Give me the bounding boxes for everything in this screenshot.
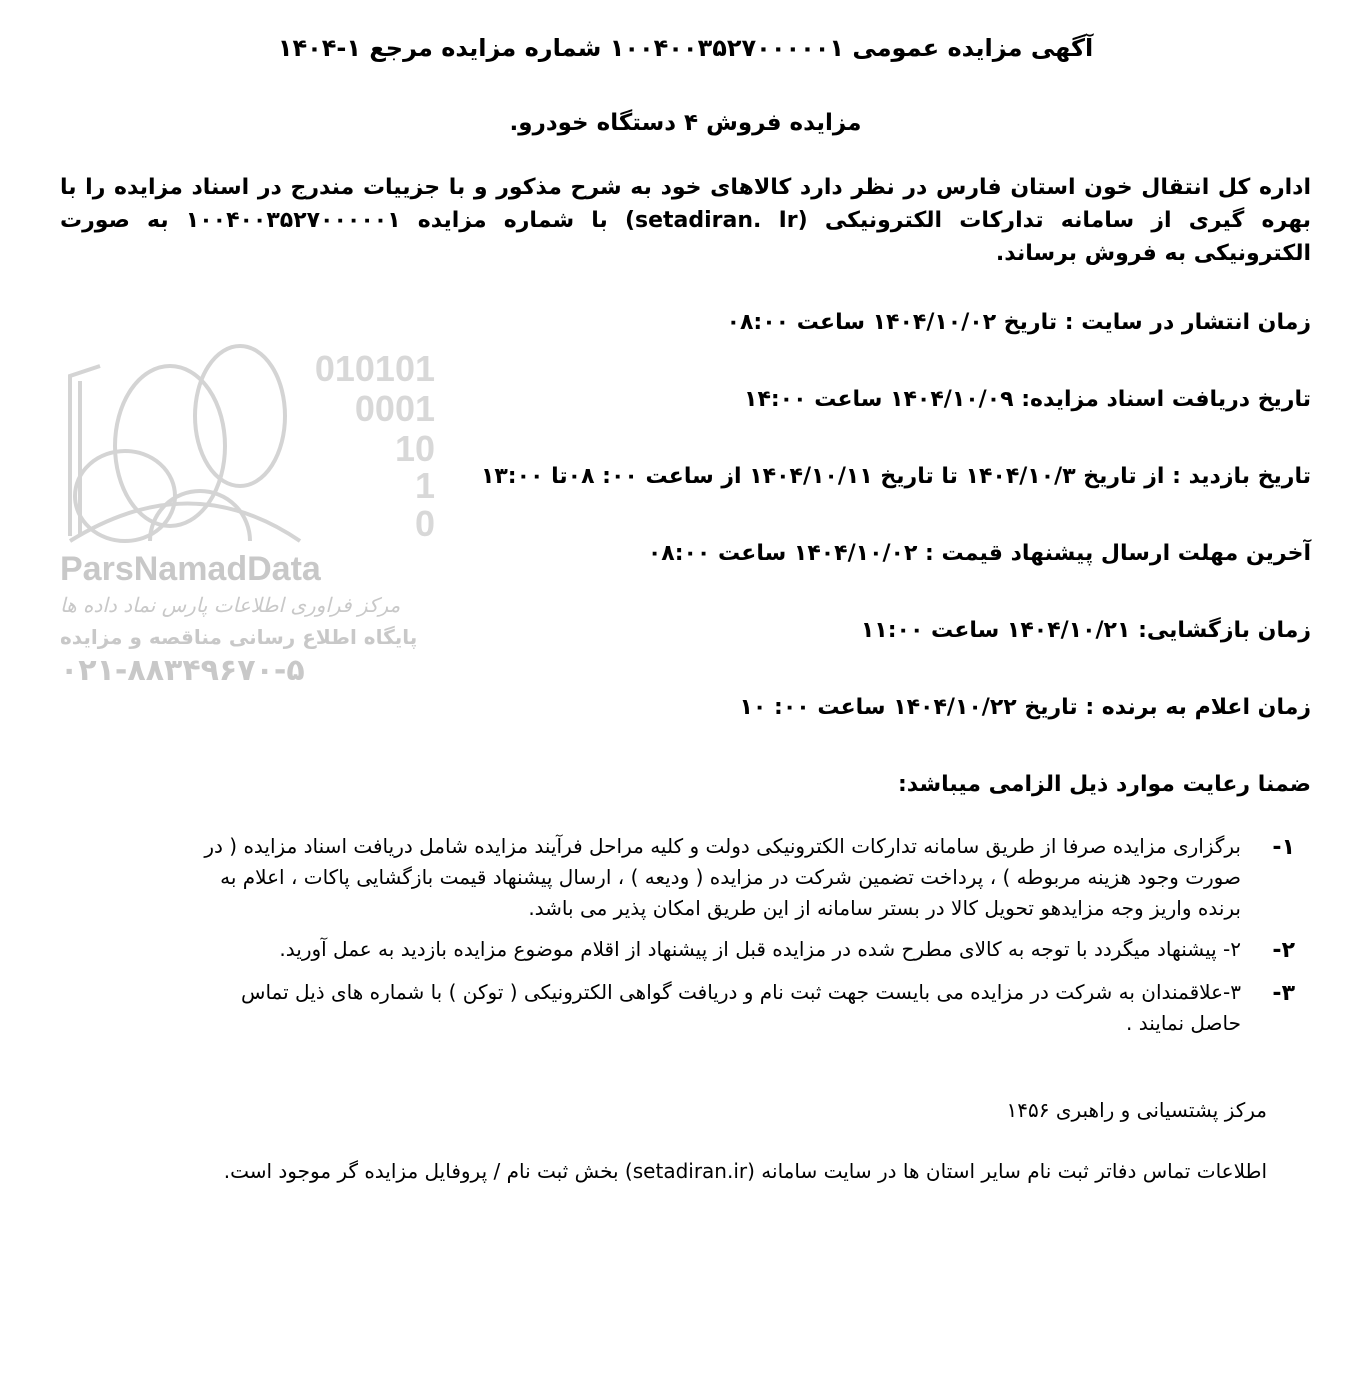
- requirements-heading: ضمنا رعایت موارد ذیل الزامی میباشد:: [897, 771, 1311, 797]
- intro-paragraph: [60, 171, 1311, 270]
- watermark-line1: مرکز فراوری اطلاعات پارس نماد داده ها: [60, 592, 401, 617]
- footer-note: اطلاعات تماس دفاتر ثبت نام سایر استان ها در سایت سامانه (setadiran.ir) بخش ثبت نام / پروفایل مزایده گر موجود است.: [223, 1158, 1267, 1183]
- support-center: مرکز پشتسیانی و راهبری ۱۴۵۶: [1006, 1097, 1267, 1122]
- intro-line: اداره کل انتقال خون استان فارس در نظر دارد کالاهای خود به شرح مذکور و با جزییات مندرج در اسناد مزایده را با بهره: [60, 174, 1311, 233]
- bid-deadline: آخرین مهلت ارسال پیشنهاد قیمت : ۱۴۰۴/۱۰/۰۲ ساعت ۰۸:۰۰: [647, 540, 1311, 566]
- intro-line: گیری از سامانه تدارکات الکترونیکی (setadiran. Ir) با شماره مزایده ۱۰۰۴۰۰۳۵۲۷۰۰۰۰۰۱ به صورت الکترونیکی به فروش برساند.: [60, 207, 1311, 266]
- watermark-digits: 0001: [354, 387, 435, 429]
- list-number: ۱-: [1272, 834, 1295, 860]
- publish-date: زمان انتشار در سایت : تاریخ ۱۴۰۴/۱۰/۰۲ ساعت ۰۸:۰۰: [726, 309, 1311, 335]
- watermark-logo-icon: [60, 336, 440, 546]
- list-item: [60, 831, 1311, 924]
- list-item-line: حاصل نمایند .: [1126, 1010, 1241, 1035]
- schedule-list: [460, 306, 1311, 831]
- watermark-digits: 0: [414, 502, 435, 544]
- list-item: [60, 934, 1311, 967]
- watermark: [60, 306, 440, 688]
- list-item-text: [60, 934, 1241, 967]
- watermark-line2: پایگاه اطلاع رسانی مناقصه و مزایده: [60, 624, 418, 649]
- watermark-digits: 010101: [314, 347, 435, 389]
- document-receipt-date: تاریخ دریافت اسناد مزایده: ۱۴۰۴/۱۰/۰۹ ساعت ۱۴:۰۰: [744, 386, 1311, 412]
- list-item-line: برگزاری مزایده صرفا از طریق سامانه تدارکات الکترونیکی دولت و کلیه مراحل فرآیند مزایده شامل دریافت اسناد مزایده ( در: [204, 833, 1241, 858]
- list-item: [60, 977, 1311, 1039]
- list-item-line: ۳-علاقمندان به شرکت در مزایده می بایست جهت ثبت نام و دریافت گواهی الکترونیکی ( توکن ) با شماره های ذیل تماس: [241, 979, 1241, 1004]
- page-title: آگهی مزایده عمومی ۱۰۰۴۰۰۳۵۲۷۰۰۰۰۰۱ شماره مزایده مرجع ۱-۱۴۰۴: [277, 34, 1094, 62]
- winner-announcement-date: زمان اعلام به برنده : تاریخ ۱۴۰۴/۱۰/۲۲ ساعت ۰۰: ۱۰: [739, 694, 1311, 720]
- watermark-brand: ParsNamadData: [60, 549, 321, 588]
- list-number: ۲-: [1272, 937, 1295, 963]
- list-item-text: [60, 831, 1241, 924]
- page-subtitle: مزایده فروش ۴ دستگاه خودرو.: [509, 110, 862, 136]
- opening-date: زمان بازگشایی: ۱۴۰۴/۱۰/۲۱ ساعت ۱۱:۰۰: [860, 617, 1311, 643]
- schedule-section: [60, 306, 1311, 831]
- list-item-line: برنده واریز وجه مزایدهو تحویل کالا در بستر سامانه از این طریق امکان پذیر می باشد.: [528, 895, 1241, 920]
- watermark-phone: ۰۲۱-۸۸۳۴۹۶۷۰-۵: [60, 652, 305, 688]
- list-number: ۳-: [1272, 980, 1295, 1006]
- watermark-digits: 10: [394, 427, 435, 469]
- visit-date: تاریخ بازدید : از تاریخ ۱۴۰۴/۱۰/۳ تا تاریخ ۱۴۰۴/۱۰/۱۱ از ساعت ۰۰: ۰۸تا ۱۳:۰۰: [480, 463, 1311, 489]
- list-item-text: [60, 977, 1241, 1039]
- list-item-line: ۲- پیشنهاد میگردد با توجه به کالای مطرح شده در مزایده قبل از پیشنهاد از اقلام موضوع مزایده بازدید به عمل آورید.: [279, 936, 1241, 961]
- list-item-line: صورت وجود هزینه مربوطه ) ، پرداخت تضمین شرکت در مزایده ( ودیعه ) ، ارسال پیشنهاد قیمت بازگشایی پاکات ، اعلام به: [220, 864, 1241, 889]
- watermark-digits: 1: [414, 464, 435, 506]
